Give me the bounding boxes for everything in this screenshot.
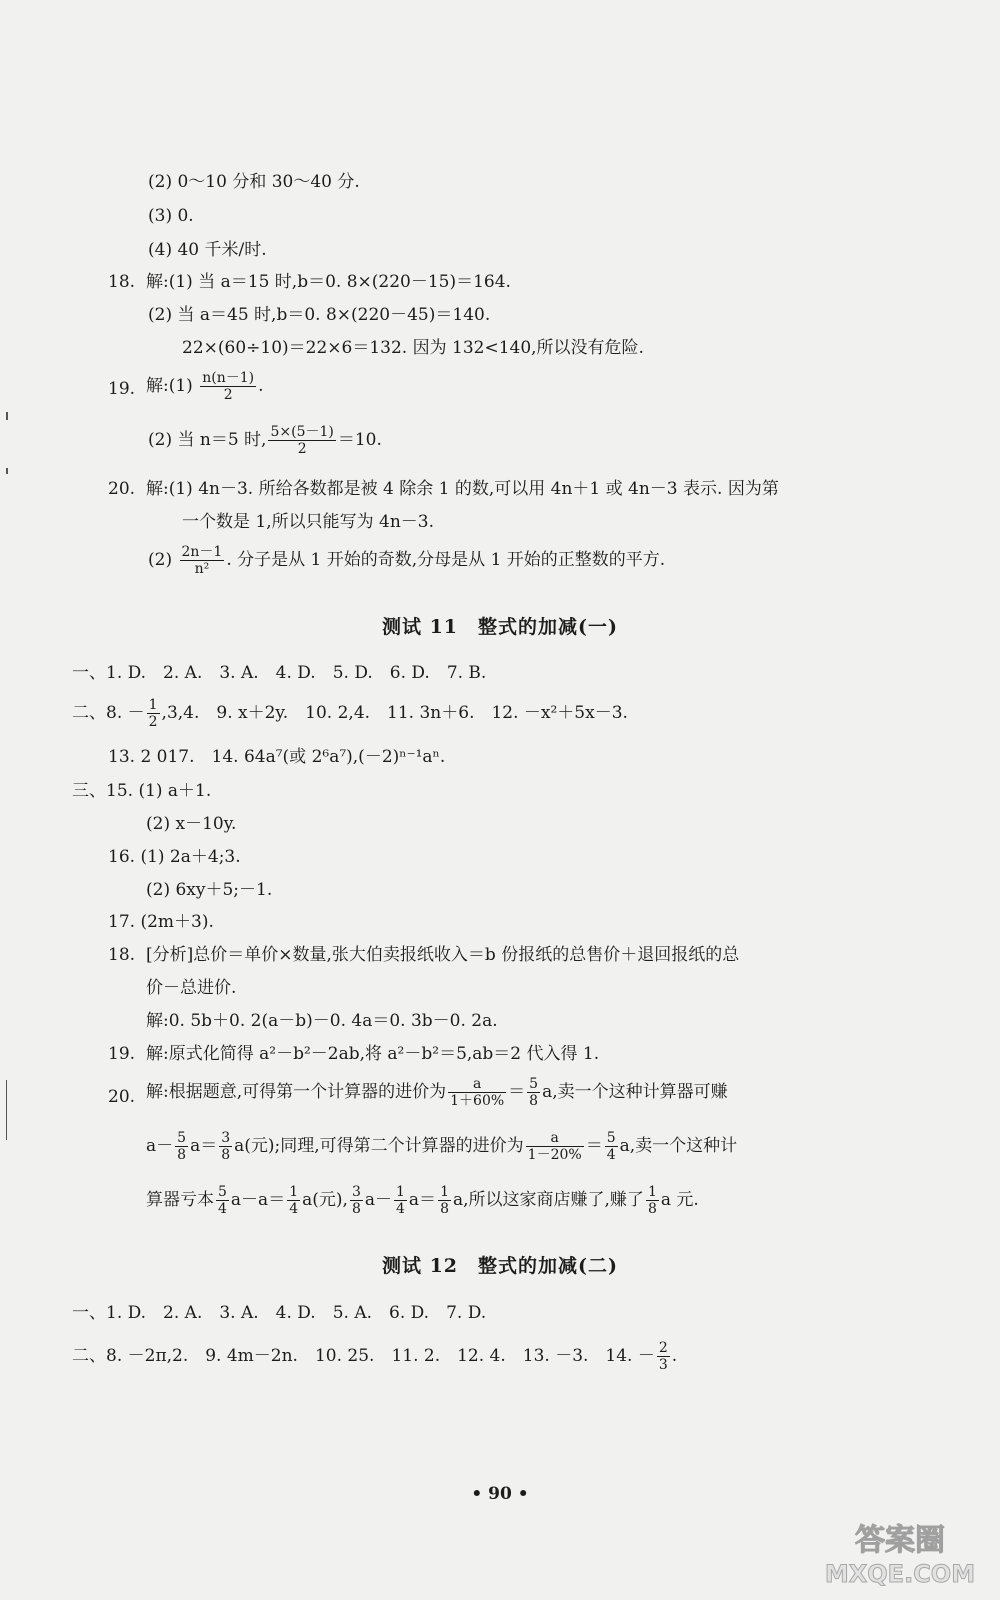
fraction-denominator: 8 bbox=[177, 1147, 187, 1163]
fraction-denominator: 8 bbox=[647, 1201, 657, 1217]
fraction-numerator: a bbox=[448, 1076, 506, 1093]
text: ＝ bbox=[585, 1136, 603, 1156]
answer-19-1-suffix: . bbox=[258, 376, 264, 396]
fraction-denominator: 2 bbox=[148, 714, 158, 730]
fraction-numerator: 2 bbox=[658, 1340, 668, 1356]
fraction-denominator: 8 bbox=[529, 1093, 539, 1109]
fraction-numerator: 1 bbox=[289, 1184, 299, 1200]
fraction-numerator: 3 bbox=[351, 1184, 361, 1200]
answer-17-4: (4) 40 千米/时. bbox=[148, 240, 267, 260]
answer-19-2-suffix: ＝10. bbox=[337, 430, 382, 450]
fraction-denominator: 2 bbox=[223, 387, 233, 403]
fraction bbox=[394, 1184, 407, 1217]
text: . bbox=[671, 1346, 678, 1366]
fraction bbox=[527, 1076, 540, 1109]
text: a－a＝ bbox=[230, 1190, 286, 1210]
fraction-numerator: 1 bbox=[148, 697, 158, 713]
answer-20-line-1 bbox=[146, 1076, 728, 1109]
answer-18-number: 18. bbox=[108, 272, 136, 292]
answer-18-1: 解:(1) 当 a＝15 时,b＝0. 8×(220－15)＝164. bbox=[146, 272, 511, 292]
scan-mark bbox=[6, 1080, 7, 1140]
text: a 元. bbox=[660, 1190, 699, 1210]
text: ＝ bbox=[508, 1082, 526, 1102]
fraction bbox=[438, 1184, 451, 1217]
fraction-denominator: 3 bbox=[658, 1357, 668, 1373]
answer-20-2-prefix: (2) bbox=[148, 550, 173, 570]
text: a,卖一个这种计 bbox=[619, 1136, 738, 1156]
answer-20-line-3 bbox=[146, 1184, 699, 1217]
part-1-answers: 一、1. D. 2. A. 3. A. 4. D. 5. D. 6. D. 7. B. bbox=[72, 663, 487, 683]
answer-20-number: 20. bbox=[108, 479, 136, 499]
fraction bbox=[526, 1130, 584, 1163]
answer-15-2: (2) x－10y. bbox=[146, 814, 237, 834]
scan-mark bbox=[6, 412, 8, 420]
fraction bbox=[287, 1184, 300, 1217]
text: 二、8. －2π,2. 9. 4m－2n. 10. 25. 11. 2. 12. 4. 13. －3. 14. － bbox=[72, 1346, 655, 1366]
fraction bbox=[219, 1130, 232, 1163]
part-1-answers-test-12: 一、1. D. 2. A. 3. A. 4. D. 5. A. 6. D. 7. D. bbox=[72, 1303, 487, 1323]
part-2-prefix: 二、8. － bbox=[72, 703, 145, 723]
watermark-brand: 答案圈 bbox=[855, 1523, 945, 1558]
fraction-denominator: 4 bbox=[606, 1147, 616, 1163]
answer-18-analysis: [分析]总价＝单价×数量,张大伯卖报纸收入＝b 份报纸的总售价＋退回报纸的总 bbox=[146, 945, 740, 965]
text: 解:根据题意,可得第一个计算器的进价为 bbox=[146, 1082, 447, 1102]
answer-18-solution: 解:0. 5b＋0. 2(a－b)－0. 4a＝0. 3b－0. 2a. bbox=[146, 1011, 498, 1031]
fraction-numerator: 5×(5－1) bbox=[270, 424, 334, 440]
fraction-denominator: 2 bbox=[297, 441, 307, 457]
text: a＝ bbox=[408, 1190, 437, 1210]
answer-20-1: 解:(1) 4n－3. 所给各数都是被 4 除余 1 的数,可以用 4n＋1 或 4n－3 表示. 因为第 bbox=[146, 479, 779, 499]
part-2-answers-test-12 bbox=[72, 1340, 677, 1373]
fraction bbox=[268, 424, 335, 457]
fraction bbox=[350, 1184, 363, 1217]
watermark-logo bbox=[812, 1516, 988, 1590]
answer-15-1: 三、15. (1) a＋1. bbox=[72, 781, 212, 801]
answer-20-2 bbox=[148, 544, 665, 577]
part-2-answers bbox=[72, 697, 628, 730]
text: a－ bbox=[364, 1190, 392, 1210]
watermark-graphic bbox=[812, 1516, 988, 1590]
fraction-numerator: 5 bbox=[529, 1076, 539, 1092]
answer-17-2: (2) 0～10 分和 30～40 分. bbox=[148, 172, 360, 192]
fraction bbox=[657, 1340, 670, 1373]
text: a,所以这家商店赚了,赚了 bbox=[452, 1190, 644, 1210]
fraction-numerator: 1 bbox=[440, 1184, 449, 1200]
fraction-numerator: 5 bbox=[177, 1130, 187, 1146]
fraction-denominator: 4 bbox=[396, 1201, 405, 1217]
answer-18-analysis-cont: 价－总进价. bbox=[146, 978, 237, 998]
text: a－ bbox=[146, 1136, 174, 1156]
fraction bbox=[147, 697, 160, 730]
answer-20-2-suffix: . 分子是从 1 开始的奇数,分母是从 1 开始的正整数的平方. bbox=[226, 550, 666, 570]
fraction-denominator: n² bbox=[194, 561, 210, 577]
fraction-numerator: 1 bbox=[647, 1184, 657, 1200]
part-2-suffix: ,3,4. 9. x＋2y. 10. 2,4. 11. 3n＋6. 12. －x²＋5x－3. bbox=[161, 703, 628, 723]
answer-19-1-prefix: 解:(1) bbox=[146, 376, 193, 396]
fraction-numerator: 5 bbox=[606, 1130, 616, 1146]
text: a＝ bbox=[190, 1136, 218, 1156]
fraction-denominator: 8 bbox=[351, 1201, 361, 1217]
answer-19-number-b: 19. bbox=[108, 1044, 136, 1064]
fraction-numerator: a bbox=[526, 1130, 584, 1147]
fraction bbox=[216, 1184, 229, 1217]
watermark-site: MXQE.COM bbox=[824, 1560, 976, 1588]
section-title-test-12: 测试 12 整式的加减(二) bbox=[381, 1255, 619, 1277]
fraction-denominator: 8 bbox=[221, 1147, 231, 1163]
fraction-numerator: 5 bbox=[218, 1184, 227, 1200]
answer-20-1-cont: 一个数是 1,所以只能写为 4n－3. bbox=[182, 512, 435, 532]
answer-16-1: 16. (1) 2a＋4;3. bbox=[108, 847, 241, 867]
fraction bbox=[175, 1130, 188, 1163]
answer-18-2: (2) 当 a＝45 时,b＝0. 8×(220－45)＝140. bbox=[148, 305, 491, 325]
fraction bbox=[180, 544, 225, 577]
section-title-test-11: 测试 11 整式的加减(一) bbox=[381, 616, 619, 638]
fraction-numerator: 1 bbox=[396, 1184, 405, 1200]
answer-19-2 bbox=[148, 424, 382, 457]
fraction-numerator: 2n－1 bbox=[181, 544, 223, 560]
text: 算器亏本 bbox=[146, 1190, 214, 1210]
fraction-denominator: 1－20% bbox=[527, 1147, 582, 1163]
answer-17-3: (3) 0. bbox=[148, 206, 194, 226]
answer-17: 17. (2m＋3). bbox=[108, 912, 214, 932]
answer-19-2-prefix: (2) 当 n＝5 时, bbox=[148, 430, 267, 450]
text: a,卖一个这种计算器可赚 bbox=[542, 1082, 728, 1102]
answer-19-1 bbox=[146, 370, 264, 403]
page-number: • 90 • bbox=[471, 1484, 529, 1504]
answer-18-number-b: 18. bbox=[108, 945, 136, 965]
fraction-denominator: 4 bbox=[218, 1201, 227, 1217]
fraction-numerator: 3 bbox=[221, 1130, 231, 1146]
answer-19-number: 19. bbox=[108, 379, 136, 399]
fraction-denominator: 4 bbox=[289, 1201, 299, 1217]
answer-19-solution: 解:原式化简得 a²－b²－2ab,将 a²－b²＝5,ab＝2 代入得 1. bbox=[146, 1044, 600, 1064]
fraction-denominator: 8 bbox=[440, 1201, 449, 1217]
fraction-numerator: n(n－1) bbox=[202, 370, 255, 386]
text: a(元);同理,可得第二个计算器的进价为 bbox=[234, 1136, 524, 1156]
fraction bbox=[448, 1076, 506, 1109]
answer-18-3: 22×(60÷10)＝22×6＝132. 因为 132<140,所以没有危险. bbox=[182, 338, 644, 358]
answer-16-2: (2) 6xy＋5;－1. bbox=[146, 880, 273, 900]
fraction bbox=[200, 370, 256, 403]
fraction bbox=[646, 1184, 659, 1217]
part-2-answers-cont: 13. 2 017. 14. 64a⁷(或 2⁶a⁷),(－2)ⁿ⁻¹aⁿ. bbox=[108, 747, 446, 767]
fraction-denominator: 1＋60% bbox=[450, 1093, 505, 1109]
scan-mark bbox=[6, 468, 8, 474]
answer-20-line-2 bbox=[146, 1130, 737, 1163]
text: a(元), bbox=[302, 1190, 348, 1210]
answer-20-number-b: 20. bbox=[108, 1087, 136, 1107]
fraction bbox=[605, 1130, 618, 1163]
